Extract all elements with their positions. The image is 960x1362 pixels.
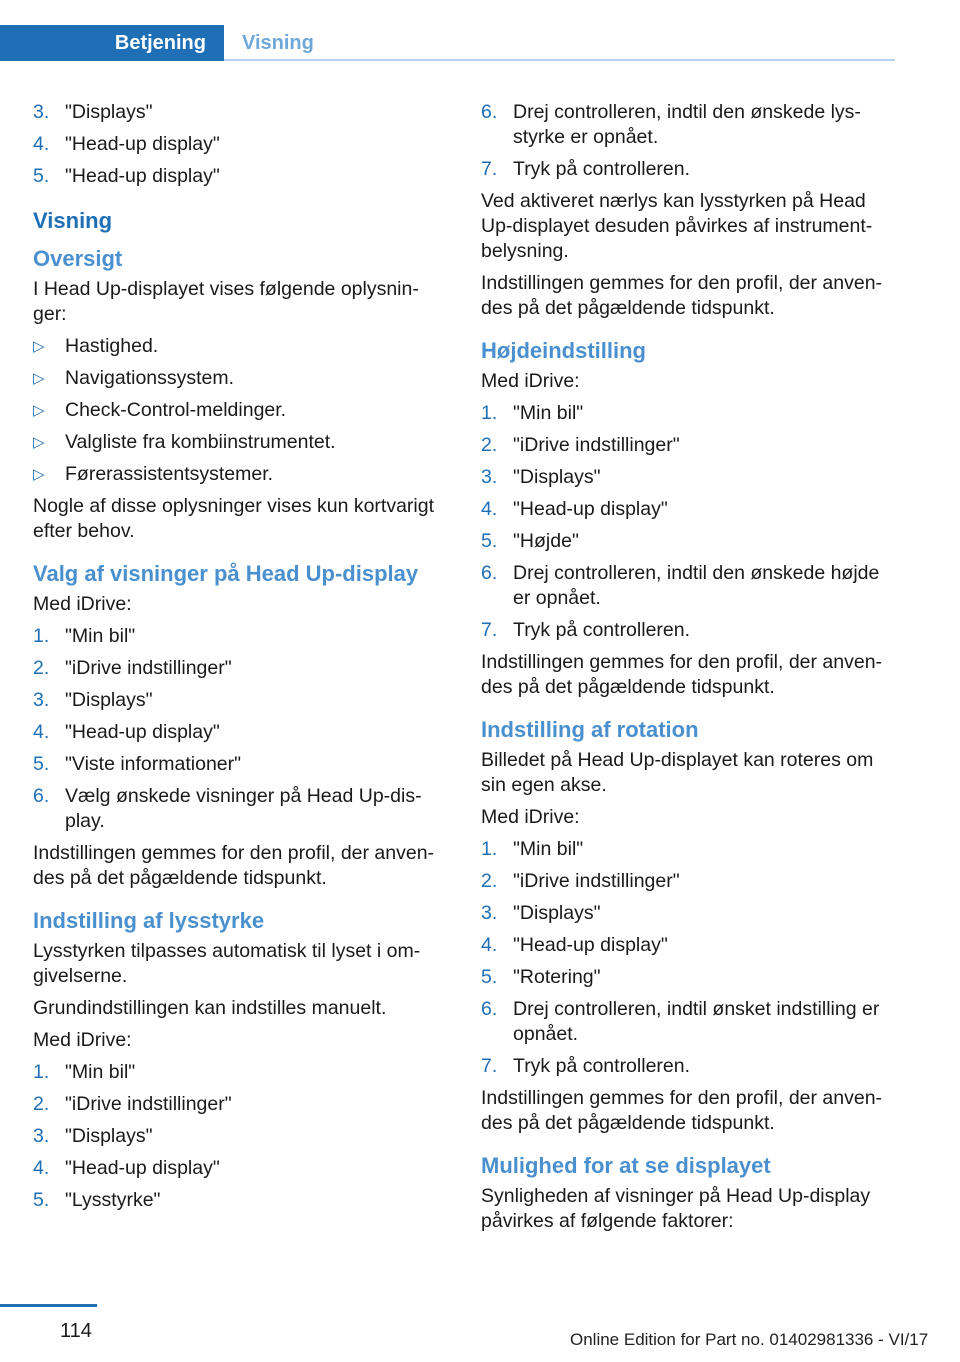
- step-text: "Min bil": [513, 402, 584, 424]
- step-number: 6.: [33, 785, 50, 807]
- list-item: [481, 997, 893, 1047]
- list-item: [481, 100, 893, 150]
- step-text: "Rotering": [513, 966, 601, 988]
- step-number: 2.: [33, 657, 50, 679]
- step-number: 1.: [33, 1061, 50, 1083]
- list-item: [481, 157, 893, 182]
- step-text: "Head-up display": [65, 165, 220, 187]
- step-text: "Displays": [513, 902, 601, 924]
- list-item: [481, 529, 893, 554]
- step-number: 7.: [481, 619, 498, 641]
- list-item: [33, 132, 445, 157]
- list-item: [33, 1060, 445, 1085]
- step-text: "iDrive indstillinger": [513, 434, 680, 456]
- step-number: 2.: [481, 870, 498, 892]
- list-item: [33, 688, 445, 713]
- step-number: 3.: [33, 1125, 50, 1147]
- bullet-list: [33, 334, 445, 487]
- step-number: 5.: [33, 753, 50, 775]
- paragraph: Billedet på Head Up-displayet kan roteres om sin egen akse.: [481, 749, 874, 796]
- step-number: 3.: [481, 466, 498, 488]
- step-number: 4.: [481, 498, 498, 520]
- step-number: 5.: [481, 966, 498, 988]
- step-text: "iDrive indstillinger": [65, 657, 232, 679]
- triangle-bullet-icon: ▷: [33, 338, 45, 355]
- list-item: [33, 1092, 445, 1117]
- step-text: "Viste informationer": [65, 753, 242, 775]
- list-item: [481, 965, 893, 990]
- step-number: 3.: [33, 689, 50, 711]
- triangle-bullet-icon: ▷: [33, 466, 45, 483]
- list-item: [481, 497, 893, 522]
- step-text: "Displays": [65, 1125, 153, 1147]
- list-item: [33, 1156, 445, 1181]
- heading-visning: Visning: [33, 208, 113, 233]
- step-text: Tryk på controlleren.: [513, 619, 691, 641]
- list-item: [481, 618, 893, 643]
- step-text: "Head-up display": [65, 133, 220, 155]
- list-item: [33, 398, 445, 423]
- paragraph: Indstillingen gemmes for den profil, der anven-des på det pågældende tidspunkt.: [481, 1087, 883, 1134]
- bullet-text: Førerassistentsystemer.: [65, 463, 274, 485]
- step-text: "iDrive indstillinger": [65, 1093, 232, 1115]
- step-number: 4.: [481, 934, 498, 956]
- paragraph: Med iDrive:: [33, 1029, 132, 1051]
- step-number: 4.: [33, 1157, 50, 1179]
- list-item: [481, 465, 893, 490]
- step-text: "Min bil": [65, 625, 136, 647]
- list-item: [33, 334, 445, 359]
- list-item: [481, 869, 893, 894]
- step-number: 1.: [481, 402, 498, 424]
- step-text: "iDrive indstillinger": [513, 870, 680, 892]
- paragraph: Indstillingen gemmes for den profil, der anven-des på det pågældende tidspunkt.: [481, 272, 883, 319]
- list-item: [481, 561, 893, 611]
- left-column: [33, 100, 445, 1220]
- step-text: "Højde": [513, 530, 579, 552]
- steps-list: [481, 100, 893, 182]
- list-item: [481, 401, 893, 426]
- step-number: 5.: [481, 530, 498, 552]
- header-divider: [224, 59, 895, 61]
- list-item: [33, 462, 445, 487]
- step-text: Tryk på controlleren.: [513, 1055, 691, 1077]
- triangle-bullet-icon: ▷: [33, 434, 45, 451]
- triangle-bullet-icon: ▷: [33, 370, 45, 387]
- bullet-text: Hastighed.: [65, 335, 159, 357]
- paragraph: Med iDrive:: [481, 370, 580, 392]
- edition-footer: Online Edition for Part no. 01402981336 - VI/17: [570, 1330, 929, 1349]
- step-number: 7.: [481, 158, 498, 180]
- step-text: Drej controlleren, indtil den ønskede lys-styrke er opnået.: [513, 101, 861, 148]
- triangle-bullet-icon: ▷: [33, 402, 45, 419]
- step-text: Vælg ønskede visninger på Head Up-dis-play.: [65, 785, 422, 832]
- list-item: [33, 100, 445, 125]
- step-number: 6.: [481, 101, 498, 123]
- page-header: [0, 25, 895, 61]
- step-number: 7.: [481, 1055, 498, 1077]
- paragraph: I Head Up-displayet vises følgende oplysnin-ger:: [33, 278, 419, 325]
- step-text: "Displays": [513, 466, 601, 488]
- steps-list: [33, 624, 445, 834]
- step-number: 3.: [481, 902, 498, 924]
- list-item: [33, 720, 445, 745]
- list-item: [33, 164, 445, 189]
- step-text: "Head-up display": [513, 498, 668, 520]
- list-item: [33, 1124, 445, 1149]
- heading-valg: Valg af visninger på Head Up-display: [33, 561, 419, 586]
- step-number: 4.: [33, 133, 50, 155]
- page-number-rule: [0, 1304, 97, 1307]
- list-item: [481, 837, 893, 862]
- paragraph: Lysstyrken tilpasses automatisk til lyset i om-givelserne.: [33, 940, 421, 987]
- step-number: 6.: [481, 998, 498, 1020]
- bullet-text: Check-Control-meldinger.: [65, 399, 287, 421]
- paragraph: Indstillingen gemmes for den profil, der anven-des på det pågældende tidspunkt.: [481, 651, 883, 698]
- step-text: "Lysstyrke": [65, 1189, 161, 1211]
- page-number: 114: [60, 1320, 92, 1342]
- step-number: 1.: [33, 625, 50, 647]
- paragraph: Grundindstillingen kan indstilles manuelt.: [33, 997, 387, 1019]
- steps-list: [33, 1060, 445, 1213]
- step-text: "Head-up display": [513, 934, 668, 956]
- step-text: "Head-up display": [65, 721, 220, 743]
- step-number: 6.: [481, 562, 498, 584]
- step-text: "Displays": [65, 689, 153, 711]
- list-item: [481, 933, 893, 958]
- list-item: [33, 430, 445, 455]
- list-item: [33, 1188, 445, 1213]
- list-item: [481, 1054, 893, 1079]
- paragraph: Synligheden af visninger på Head Up-display påvirkes af følgende faktorer:: [481, 1185, 871, 1232]
- step-text: Drej controlleren, indtil den ønskede højde er opnået.: [513, 562, 880, 609]
- step-number: 2.: [33, 1093, 50, 1115]
- list-item: [481, 901, 893, 926]
- step-text: "Displays": [65, 101, 153, 123]
- heading-oversigt: Oversigt: [33, 246, 123, 271]
- step-text: "Min bil": [513, 838, 584, 860]
- paragraph: Indstillingen gemmes for den profil, der anven-des på det pågældende tidspunkt.: [33, 842, 435, 889]
- chapter-tab: Betjening: [0, 25, 224, 61]
- heading-mulighed: Mulighed for at se displayet: [481, 1153, 771, 1178]
- heading-hojde: Højdeindstilling: [481, 338, 646, 363]
- step-number: 5.: [33, 1189, 50, 1211]
- step-text: "Min bil": [65, 1061, 136, 1083]
- step-number: 2.: [481, 434, 498, 456]
- paragraph: Med iDrive:: [33, 593, 132, 615]
- list-item: [33, 624, 445, 649]
- steps-list: [481, 401, 893, 643]
- bullet-text: Valgliste fra kombiinstrumentet.: [65, 431, 336, 453]
- step-number: 3.: [33, 101, 50, 123]
- paragraph: Ved aktiveret nærlys kan lysstyrken på Head Up-displayet desuden påvirkes af instrument-belysning.: [481, 190, 873, 262]
- list-item: [33, 656, 445, 681]
- paragraph: Med iDrive:: [481, 806, 580, 828]
- list-item: [33, 752, 445, 777]
- heading-rotation: Indstilling af rotation: [481, 717, 699, 742]
- steps-list: [33, 100, 445, 189]
- step-number: 1.: [481, 838, 498, 860]
- heading-lysstyrke: Indstilling af lysstyrke: [33, 908, 265, 933]
- steps-list: [481, 837, 893, 1079]
- list-item: [481, 433, 893, 458]
- paragraph: Nogle af disse oplysninger vises kun kortvarigt efter behov.: [33, 495, 435, 542]
- step-text: Tryk på controlleren.: [513, 158, 691, 180]
- list-item: [33, 366, 445, 391]
- step-number: 5.: [33, 165, 50, 187]
- list-item: [33, 784, 445, 834]
- step-text: Drej controlleren, indtil ønsket indstilling er opnået.: [513, 998, 880, 1045]
- step-text: "Head-up display": [65, 1157, 220, 1179]
- step-number: 4.: [33, 721, 50, 743]
- section-tab: Visning: [242, 31, 314, 54]
- bullet-text: Navigationssystem.: [65, 367, 235, 389]
- right-column: [481, 100, 893, 1241]
